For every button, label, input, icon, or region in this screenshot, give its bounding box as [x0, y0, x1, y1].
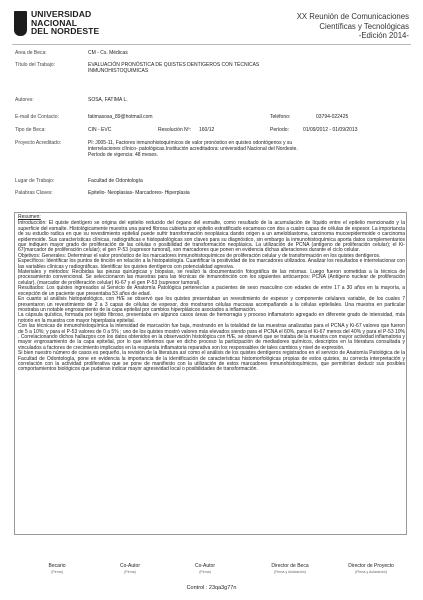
- signature-title: Director de Beca: [271, 563, 309, 569]
- resolucion-value: 160/12: [199, 127, 215, 133]
- abstract-paragraph: Resultados: Los quistes ingresados al Servicio de Anatomía Patológica pertenecían a pacientes de sexo masculino con edades de entre 17 a 30 años en la mayoría, a excepción de un paciente que presentaba 53 años de edad.: [18, 285, 405, 297]
- signature-subtitle: (Firma y Aclaración): [274, 570, 306, 574]
- logo-line-2: NACIONAL: [31, 17, 78, 28]
- signature-subtitle: (Firma y Aclaración): [355, 570, 387, 574]
- resolucion-label: Resolución Nº:: [158, 127, 191, 133]
- palabras-label: Palabras Claves:: [15, 190, 53, 196]
- telefono-value: 03794-022425: [316, 114, 349, 120]
- proyecto-value-3: Período de vigencia: 48 meses.: [88, 152, 159, 158]
- signature-title: Co-Autor: [119, 563, 140, 569]
- abstract-paragraph: Si bien nuestro número de casos es pequeño, la revisión de la literatura así como el análisis de los quistes dentígeros registrados en el servicio de Anatomía Patológica de la Facultad de Odontología, pone en evidencia la importancia de la identificación de características histomorfológicas propias de estos quistes, su correcta interpretación y correlación con la actividad proliferativa que se pone de manifiesto con la utilización de estos marcadores inmunohistoquímicos, que permitirían deducir sus posibles comportamientos biológicos que pudieran indicar mayor agresividad local o posibilidades de transformación.: [18, 350, 405, 373]
- autores-label: Autores:: [15, 97, 34, 103]
- proyecto-value-2: interrelaciones clínico- patológicas.Institución acreditadora: universidad Nacional del Nordeste.: [88, 146, 298, 152]
- abstract-text: [18, 215, 405, 373]
- autores-value: SOSA, FATIMA L.: [88, 97, 128, 103]
- abstract-paragraph: Específicos: Identificar los puntos de tinción en relación a la histopatología. Cuantificar la positividad de los marcadores utilizados. Analizar los resultados e interrelacionar con las variables clínicas y radiográficas. Identificar los quistes dentígeros con potencialidad agresiva.: [18, 258, 405, 270]
- university-logo: [14, 10, 99, 36]
- event-line-2: Científicas y Tecnológicas: [319, 21, 409, 31]
- signature-subtitle: (Firma): [124, 570, 136, 574]
- palabras-value: Epitelio- Neoplasias- Marcadores- Hiperplasia: [88, 190, 190, 196]
- signature-becario: [22, 563, 92, 575]
- signature-title: Co-Autor: [194, 563, 215, 569]
- signature-coautor-2: [170, 563, 240, 575]
- abstract-paragraph: Objetivos: Generales: Determinar el valor pronóstico de los marcadores inmunohistoquímicos de proliferación celular y de transformación en los quistes dentígeros.: [18, 252, 381, 259]
- logo-line-3: DEL NORDESTE: [31, 26, 100, 37]
- header-divider: [12, 44, 411, 45]
- lugar-label: Lugar de Trabajo:: [15, 178, 55, 184]
- proyecto-label: Proyecto Acreditado:: [15, 140, 62, 146]
- titulo-value-2: INMUNOHISTOQUIMICAS: [88, 68, 149, 74]
- email-value: fatimasosa_89@hotmail.com: [88, 114, 153, 120]
- signature-director-beca: [255, 563, 325, 575]
- telefono-label: Teléfono:: [270, 114, 291, 120]
- signature-title: Becario: [48, 563, 66, 569]
- university-shield-icon: [14, 11, 27, 36]
- abstract-paragraph: La cápsula quística, formada por tejido fibroso, presentaba en algunos casos áreas de hemorragia y proceso inflamatorio agregado en diferente grado de intensidad, más notorio en la muestra con mayor hiperplasia epitelial.: [18, 312, 405, 324]
- signature-subtitle: (Firma): [51, 570, 63, 574]
- periodo-value: 01/09/2012 - 01/09/2013: [303, 127, 358, 133]
- abstract-paragraph: Con las técnicas de inmunohistoquímica la intensidad de marcación fue baja, mostrando en la totalidad de las muestras analizadas para el PCNA y Ki-67 valores que fueron de 5 a 10%; y para el P-53 valores de 0 a 5% ; uno de los quistes mostró valores más elevados siendo para el PCNA el 60%, para el Ki-67 menos del 40% y para el P-53 10% . Correlacionando dichos hallazgos con los datos obtenidos en la observación histológica con H/E, se observó que se trataba de la muestra con mayor actividad inflamatoria y mayor engrosamiento de la capa epitelial, por lo que inferimos que en dicho proceso la participación de mediadores químicos, descriptos en la literatura consultada y vinculados a factores de crecimiento implicados en la respuesta inflamatoria reparativa son los responsables de tales cambios y nivel de expresión.: [18, 323, 405, 351]
- control-code: Control : 23qa3g77n: [186, 585, 237, 591]
- email-label: E-mail de Contacto:: [15, 114, 59, 120]
- abstract-heading: Resumen:: [18, 214, 41, 220]
- signature-director-proyecto: [336, 563, 406, 575]
- signature-title: Director de Proyecto: [348, 563, 394, 569]
- event-title: [297, 12, 409, 41]
- tipo-beca-value: CIN - EVC: [88, 127, 112, 133]
- abstract-paragraph: En cuanto al análisis histopatológico, con H/E se observó que los quistes presentaban un revestimiento de espesor y componente celulares variable, de los cuales 7 presentaron un revestimiento de 2 a 3 capas de células de espesor, dos mostraron células mucosas acompañando a la células epiteliales. Una muestra en particular mostraba un notable engrosamiento de la capa epitelial por cambios hiperplásicos asociados a inflamación.: [18, 296, 405, 313]
- abstract-paragraph: Introducción: El quiste dentígero se origina del epitelio reducido del órgano del esmalte, como resultado de la acumulación de líquido entre el epitelio mencionado y la superficie del esmalte. Histológicamente muestra una pared fibrosa cubierta por epitelio estratificado escamoso con dos a cuatro capas de células de espesor. La importancia de su estudio radica en que su revestimiento epitelial puede sufrir transformación neoplásica dando origen a un ameloblastoma, carcinoma mucoepidermoide o carcinoma epidermoide. Sus características clínicas, radiográficas e histopatológicas son claves para su diagnóstico, sin embargo la inmunohistoquímica aporta datos complementarios que indiquen mayor grado de proliferación de las células o posibilidad de transformación neoplásica. La utilización de PCNA (antígeno de proliferación celular); el Ki-67(marcador de proliferación celular); el gen P-53 (supresor tumoral), son marcadores que ponen en evidencia dichas alteraciones durante el ciclo celular.: [18, 220, 405, 254]
- signature-coautor-1: [95, 563, 165, 575]
- event-line-1: XX Reunión de Comunicaciones: [296, 12, 409, 21]
- abstract-paragraph: Materiales y métodos: Recibidas las piezas quirúrgicas y biopsias, se realizó la documentación fotográfica de las mismas. Luego fueron sometidas a la técnica de procesamiento convencional. Se seleccionaron las muestras para las técnicas de inmunotinción con los siguientes anticuerpos: PCNA (Antígeno nuclear de proliferación celular), (marcador de proliferación celular) Ki-67 y el gen P-53 (supresor tumoral).: [18, 269, 405, 286]
- logo-line-1: UNIVERSIDAD: [31, 9, 92, 19]
- titulo-value-1: EVALUACIÓN PRONÓSTICA DE QUISTES DENTIGEROS CON TÉCNICAS: [88, 62, 260, 68]
- periodo-label: Período:: [270, 127, 289, 133]
- event-line-3: -Edición 2014-: [358, 31, 409, 41]
- area-label: Area de Beca:: [15, 50, 47, 56]
- tipo-beca-label: Tipo de Beca:: [15, 127, 46, 133]
- area-value: CM - Cs. Médicas: [88, 50, 128, 56]
- lugar-value: Facultad de Odontología: [88, 178, 143, 184]
- proyecto-value-1: Pl: J005-11, Factores inmunohistoquímicos de valor pronóstico en quistes odontógenos y su: [88, 140, 293, 146]
- signature-subtitle: (Firma): [199, 570, 211, 574]
- titulo-label: Título del Trabajo:: [15, 62, 56, 68]
